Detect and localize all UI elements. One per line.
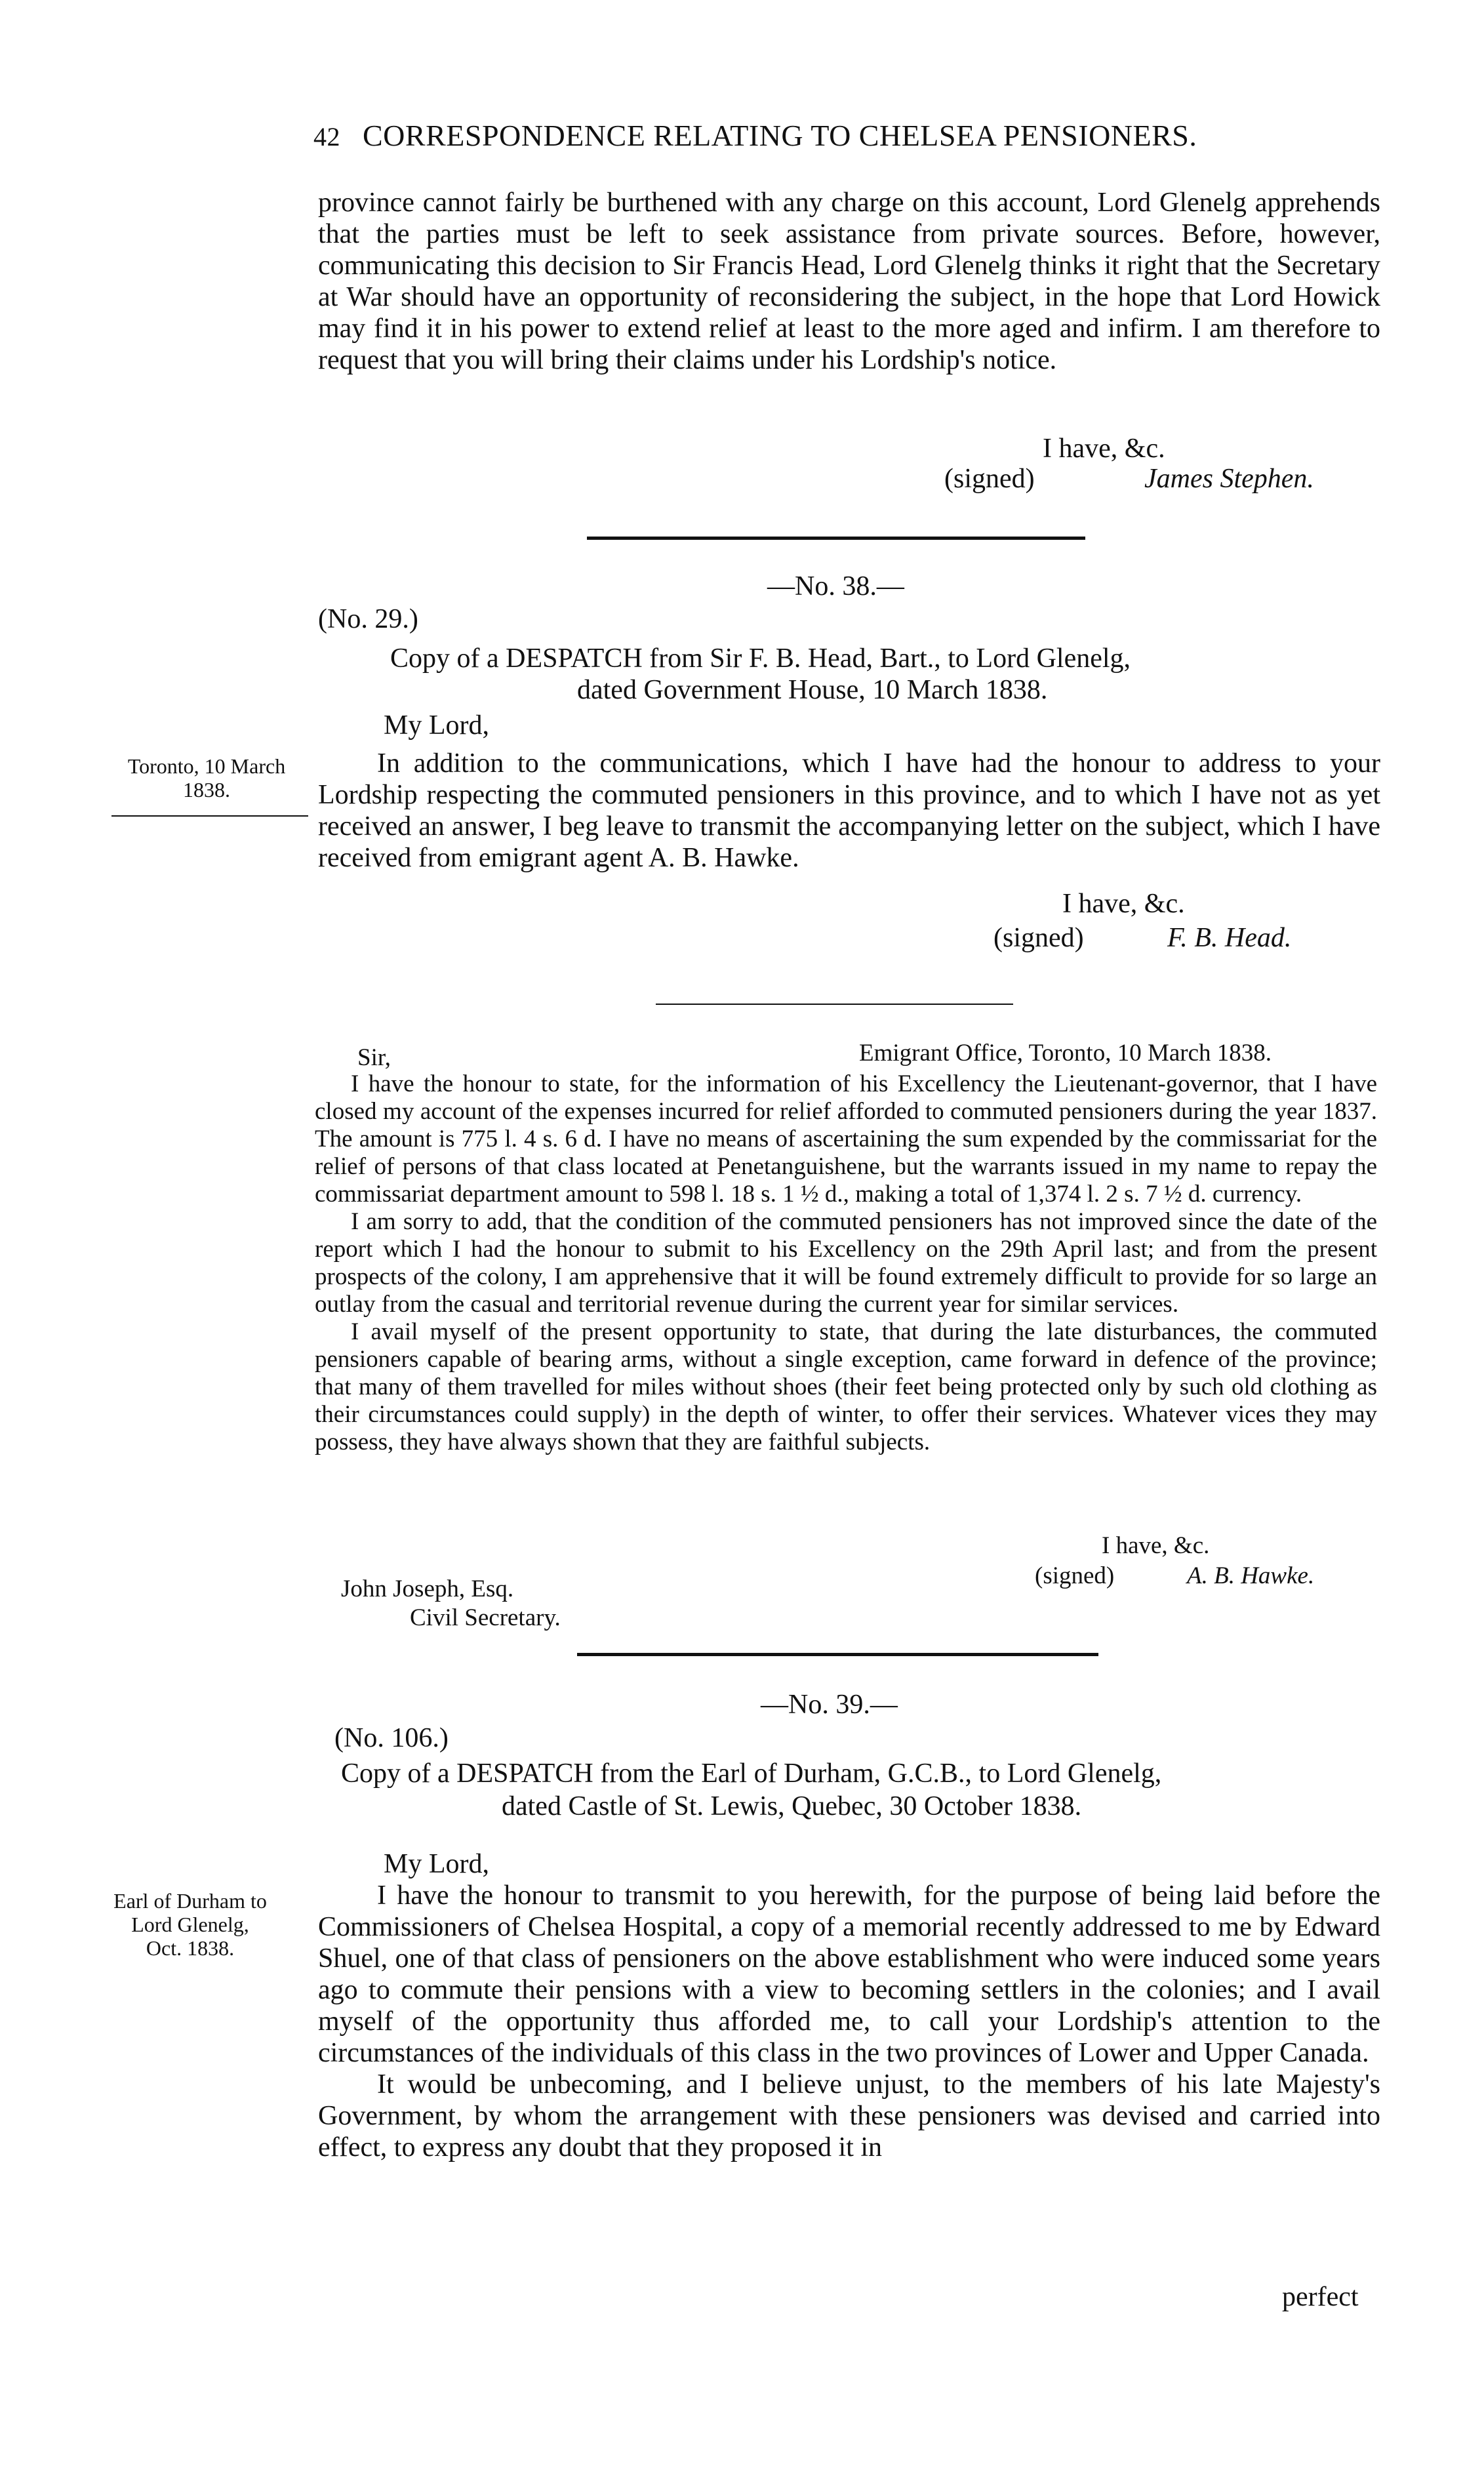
despatch-39-body — [318, 1880, 1380, 2163]
running-title: CORRESPONDENCE RELATING TO CHELSEA PENSIONERS. — [363, 119, 1197, 152]
despatch-39-paragraph-1: I have the honour to transmit to you herewith, for the purpose of being laid before the Commissioners of Chelsea Hospital, a copy of a memorial recently addressed to me by Edward Shuel, one of that class of pensioners on the above establishment who were induced some years ago to commute their pensions with a view to becoming settlers in the colonies; and I avail myself of the opportunity thus afforded me, to call your Lordship's attention to the circumstances of the individuals of this class in the two provinces of Lower and Upper Canada. — [318, 1880, 1380, 2068]
enclosure-body — [315, 1070, 1377, 1456]
section-divider — [577, 1653, 1098, 1656]
previous-letter-paragraph: province cannot fairly be burthened with any charge on this account, Lord Glenelg apprehends that the parties must be left to seek assistance from private sources. Before, however, communicating this decision to Sir Francis Head, Lord Glenelg thinks it right that the Secretary at War should have an opportunity of reconsidering the subject, in the hope that Lord Howick may find it in his power to extend relief at least to the more aged and infirm. I am therefore to request that you will bring their claims under his Lordship's notice. — [318, 188, 1380, 375]
enclosure-addressee-title: Civil Secretary. — [410, 1604, 561, 1631]
margin-note-line: Oct. 1838. — [146, 1936, 235, 1960]
despatch-39-paragraph-2: It would be unbecoming, and I believe unjust, to the members of his late Majesty's Government, by whom the arrangement with these pensioners was devised and carried into effect, to express any doubt that they proposed it in — [318, 2069, 1380, 2163]
enclosure-signed: (signed) — [1035, 1562, 1115, 1589]
enclosure-paragraph-2: I am sorry to add, that the condition of the commuted pensioners has not improved since the date of the report which I had the honour to submit to his Excellency on the 29th April last; and from the present prospects of the colony, I am apprehensive that it will be found extremely difficult to provide for so large an outlay from the casual and territorial revenue during the current year for similar services. — [315, 1208, 1377, 1318]
despatch-38-title-line1: Copy of a DESPATCH from Sir F. B. Head, Bart., to Lord Glenelg, — [390, 643, 1131, 674]
previous-letter-signed: (signed) — [944, 464, 1035, 494]
despatch-38-signed: (signed) — [993, 923, 1084, 953]
despatch-38-paragraph: In addition to the communications, which I have had the honour to address to your Lordship respecting the commuted pensioners in this province, and to which I have not as yet received an answer, I beg leave to transmit the accompanying letter on the subject, which I have received from emigrant agent A. B. Hawke. — [318, 748, 1380, 873]
enclosure-place-date: Emigrant Office, Toronto, 10 March 1838. — [859, 1040, 1272, 1066]
margin-note-line: Earl of Durham to — [113, 1889, 267, 1913]
despatch-39-title-line1: Copy of a DESPATCH from the Earl of Durham, G.C.B., to Lord Glenelg, — [341, 1758, 1162, 1789]
despatch-38-margin-note — [98, 754, 315, 802]
margin-note-line: Toronto, 10 March — [127, 754, 286, 778]
despatch-39-title-line2: dated Castle of St. Lewis, Quebec, 30 October 1838. — [502, 1791, 1082, 1821]
despatch-38-title-line2: dated Government House, 10 March 1838. — [577, 675, 1048, 705]
enclosure-addressee-name: John Joseph, Esq. — [341, 1575, 514, 1602]
despatch-38-ref: (No. 29.) — [318, 604, 418, 634]
despatch-39-salutation: My Lord, — [384, 1849, 489, 1879]
enclosure-salutation: Sir, — [357, 1044, 391, 1071]
section-divider — [587, 537, 1085, 540]
despatch-39-margin-note — [66, 1889, 315, 1960]
despatch-38-closing: I have, &c. — [1062, 889, 1185, 919]
previous-letter-closing: I have, &c. — [1043, 434, 1165, 464]
despatch-38-signature: F. B. Head. — [1167, 923, 1292, 953]
page-number: 42 — [313, 122, 340, 152]
despatch-39-ref: (No. 106.) — [334, 1723, 449, 1753]
enclosure-signature: A. B. Hawke. — [1187, 1562, 1315, 1589]
margin-note-line: Lord Glenelg, — [131, 1913, 249, 1936]
previous-letter-tail — [318, 187, 1380, 376]
enclosure-divider — [656, 1004, 1013, 1005]
catchword: perfect — [1282, 2282, 1359, 2312]
despatch-number-39: —No. 39.— — [761, 1690, 898, 1720]
margin-divider — [111, 815, 308, 817]
despatch-38-body — [318, 748, 1380, 874]
enclosure-closing: I have, &c. — [1102, 1532, 1210, 1559]
enclosure-paragraph-3: I avail myself of the present opportunity to state, that during the late disturbances, the commuted pensioners capable of bearing arms, without a single exception, came forward in defence of the province; that many of them travelled for miles without shoes (their feet being protected only by such old clothing as their circumstances could supply) in the depth of winter, to offer their services. Whatever vices they may possess, they have always shown that they are faithful subjects. — [315, 1318, 1377, 1455]
margin-note-line: 1838. — [183, 778, 230, 802]
enclosure-paragraph-1: I have the honour to state, for the information of his Excellency the Lieutenant-governor, that I have closed my account of the expenses incurred for relief afforded to commuted pensioners during the year 1837. The amount is 775 l. 4 s. 6 d. I have no means of ascertaining the sum expended by the commissariat for the relief of persons of that class located at Penetanguishene, but the warrants issued in my name to repay the commissariat department amount to 598 l. 18 s. 1 ½ d., making a total of 1,374 l. 2 s. 7 ½ d. currency. — [315, 1070, 1377, 1208]
despatch-38-salutation: My Lord, — [384, 710, 489, 741]
previous-letter-signature: James Stephen. — [1144, 464, 1314, 494]
running-header — [313, 118, 1389, 153]
despatch-number-38: —No. 38.— — [767, 571, 904, 601]
